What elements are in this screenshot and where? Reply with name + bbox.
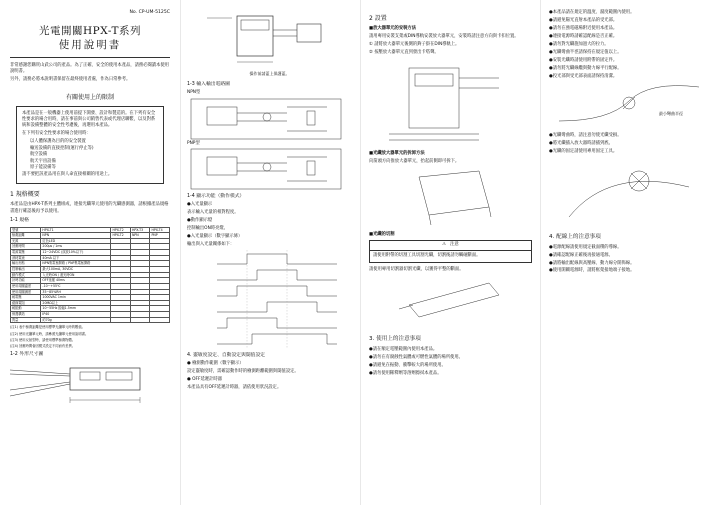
removal-diagram <box>369 167 531 229</box>
table-cell: 使用周圍溫度 <box>11 283 41 289</box>
fiber-cut-header: ■ 光纖的切割 <box>369 232 532 238</box>
caution-body: 請使用附帶的切割工具切割光纖，切割後請勿觸碰斷面。 <box>373 252 481 258</box>
precaution-item: ● 請勿使用稀釋劑等溶劑擦拭本產品。 <box>369 371 532 377</box>
column-2 <box>180 0 358 505</box>
usage-limits-box <box>16 106 164 185</box>
table-cell <box>130 317 150 323</box>
table-cell: 絕緣電阻 <box>11 300 41 306</box>
bend-radius-label: 最小彎曲半徑 <box>659 111 683 117</box>
section-1-1-title: 1-1 規格 <box>10 218 29 224</box>
spec-notes <box>10 325 170 349</box>
remove-header: ■ 光纖放大器單元的拆卸方法 <box>369 151 532 157</box>
fiber-cutter-diagram <box>369 275 531 329</box>
usage-limits-list <box>22 139 158 171</box>
table-cell: 12~24VDC (紋波10%以下) <box>41 250 111 256</box>
table-cell: 最大100mA, 30VDC <box>41 266 111 272</box>
npn-label: NPN型 <box>187 90 201 96</box>
note-item: ● 請勿在強電磁場附近使用本產品。 <box>549 26 712 32</box>
table-cell: OFF延遲 40ms <box>41 278 111 284</box>
table-cell: 檢測距離 <box>11 233 41 239</box>
column-3 <box>360 0 538 505</box>
list-item: 航空設備 <box>30 152 48 158</box>
mounting-diagram <box>369 58 531 148</box>
table-cell: 質量 <box>11 317 41 323</box>
light-level-desc: 表示輸入光量的相對程度。 <box>187 210 239 216</box>
table-cell: NPN <box>130 233 150 239</box>
note-item: ● 光纖彎曲半徑請保持在規定值以上。 <box>549 50 712 56</box>
precaution-item: ● 請在額定電壓範圍內使用本產品。 <box>369 347 532 353</box>
list-item: 原子能設備等 <box>30 165 56 171</box>
column-4 <box>540 0 720 505</box>
pnp-label: PNP型 <box>187 140 200 146</box>
table-cell: IP40 <box>41 312 111 318</box>
caution-title: 注意 <box>450 242 459 248</box>
spec-note: (注1) 表中檢測距離是使用標準光纖單元時的數值。 <box>10 325 85 330</box>
usage-limits-body: 本產品是在一般機器上使用前提下開發、設計和製造的。在下列有安全性要求的場合用時，請在事前與公司銷售代表或代理店聯繫，以及對系統和設備整體的安全性考慮後，再選用本產品。 <box>22 110 156 129</box>
note-item: ● 請勿對光纖施加過大的拉力。 <box>549 42 712 48</box>
table-header-cell: HPX-T3 <box>130 227 150 233</box>
operation-indicator-label: ● 動作顯示燈 <box>187 218 352 224</box>
table-cell: PNP <box>150 233 170 239</box>
table-cell: 輸出形態 <box>11 261 41 267</box>
caution-header <box>370 241 531 250</box>
document-subtitle: 使用說明書 <box>58 39 122 52</box>
table-header-cell: HPX-T2 <box>111 227 131 233</box>
usage-limits-title: 有關使用上的限制 <box>65 93 114 101</box>
table-cell: 保護構造 <box>11 312 41 318</box>
spec-note: (注4) 回應時間會因模式設定不同而有差異。 <box>10 344 76 349</box>
wiring-item: ● 請將輸出配線與高壓線、動力線分開佈線。 <box>549 261 712 267</box>
spec-note: (注2) 使用光纖單元時，請參照光纖單元使用說明書。 <box>10 331 89 336</box>
table-cell: 計時功能 <box>11 278 41 284</box>
list-item: 航天宇宙設備 <box>30 158 56 164</box>
light-level-label: ● 入光量顯示 <box>187 202 352 208</box>
section-2-title: 2 設置 <box>369 15 387 22</box>
note-item: ● 光纖彎曲時，請注意勿使光纖受損。 <box>549 133 712 139</box>
note-item: ● 連接電源時請確認配線是否正確。 <box>549 34 712 40</box>
section-1-4-title: 1-4 顯示功能（動作模式） <box>187 194 245 200</box>
operation-indicator-desc: 控制輸出ON時亮燈。 <box>187 226 228 232</box>
table-cell: 10~55Hz 振幅1.5mm <box>41 306 111 312</box>
table-cell: 1000VAC 1min <box>41 295 111 301</box>
document-title: 光電開關HPX-T系列 <box>39 24 141 37</box>
timing-desc: 輸出與入光量關係如下： <box>187 241 235 247</box>
table-cell: 電源電壓 <box>11 250 41 256</box>
pnp-circuit-diagram <box>187 147 353 191</box>
table-cell: NPN集電極開路 / PNP集電極開路 <box>41 261 111 267</box>
table-row <box>11 317 170 323</box>
bend-radius-diagram <box>549 81 713 133</box>
section-3-title: 3. 使用上的注意事項 <box>369 336 421 343</box>
mount-body: 請用專用安裝支架或DIN導軌安裝放大器單元，安裝時請注意方向與卡扣位置。 <box>369 33 519 39</box>
table-cell: 使用周圍濕度 <box>11 289 41 295</box>
warning-triangle-icon: ⚠ <box>442 242 447 248</box>
note-item: ● 將光纖插入放大器時請插到底。 <box>549 141 712 147</box>
table-cell: 紅色LED <box>41 238 111 244</box>
table-cell: 約70g <box>41 317 111 323</box>
wiring-item: ● 請確認配線正確後再接通電源。 <box>549 253 712 259</box>
section-1-3-title: 1-3 輸入輸出電路圖 <box>187 82 230 87</box>
timing-chart <box>187 250 353 350</box>
fiber-fixing-diagram <box>549 157 713 227</box>
usage-limits-intro: 在下列有安全性要求的場合使用時： <box>22 131 91 137</box>
section-1-body: 本產品是由HPX-T系列主體組成，連接光纖單元使用的光纖感測器，請根據產品規格書進行確認後再予以使用。 <box>10 202 169 214</box>
title-rule <box>10 57 170 58</box>
table-cell: 20MΩ以上 <box>41 300 111 306</box>
table-cell <box>150 317 170 323</box>
section-1-title: 1 規格概要 <box>10 191 40 199</box>
mount-step: ① 請將放大器單元後側的鉤子掛在DIN導軌上。 <box>369 41 460 47</box>
section-1-2-title: 1-2 外形尺寸圖 <box>10 351 44 357</box>
table-cell: NPN <box>41 233 111 239</box>
note-item: ● 安裝光纖時請使用附帶的固定件。 <box>549 58 712 64</box>
wiring-item: ● 電源配線請使用規定截面積的導線。 <box>549 245 712 251</box>
wiring-item: ● 使用開關電源時，請將框架接地端子接地。 <box>549 268 712 274</box>
table-cell: 200μs / 1ms <box>41 244 111 250</box>
table-cell: 回應時間 <box>11 244 41 250</box>
table-cell: 入光時ON / 遮光時ON <box>41 272 111 278</box>
note-item: ● 本產品請在規定的溫度、濕度範圍內使用。 <box>549 10 712 16</box>
caution-box <box>369 240 532 263</box>
off-delay-label: ● OFF延遲計時器 <box>187 376 222 382</box>
table-header-cell: HPX-T1 <box>41 227 111 233</box>
outline-drawing <box>187 10 353 70</box>
mount-step: ② 按壓放大器單元直到發出卡嗒聲。 <box>369 49 439 55</box>
table-cell: 耐振動 <box>11 306 41 312</box>
column-1 <box>0 0 178 505</box>
table-cell: 40mA 以下 <box>41 255 111 261</box>
note-item: ● 請勿將光纖線纜與動力線平行配線。 <box>549 66 712 72</box>
npn-circuit-diagram <box>187 97 353 141</box>
list-item: 輸送設備的直接控制(運行停止等) <box>30 145 94 151</box>
note-item: ● 請避免陽光直射本產品的受光部。 <box>549 18 712 24</box>
precaution-item: ● 請避免在振動、衝擊較大的場所使用。 <box>369 363 532 369</box>
table-cell: 耐電壓 <box>11 295 41 301</box>
timing-label: ● 入光量顯示（數字顯示條） <box>187 234 352 240</box>
outline-caption: 操作前請蓋上保護蓋。 <box>249 71 290 76</box>
spec-table <box>10 227 170 324</box>
table-cell: 動作模式 <box>11 272 41 278</box>
table-cell: 控制輸出 <box>11 266 41 272</box>
table-cell: HPX-T2 <box>111 233 131 239</box>
table-header-cell: 型號 <box>11 227 41 233</box>
mount-header: ■ 放大器單元的安裝方法 <box>369 26 532 32</box>
intro-paragraph-2: 另外，請務必將本說明書保留在最終使用者處，作為日常參考。 <box>10 77 131 83</box>
section-4-body: 設定靈敏度時，需確認動作時的檢測距離範圍與閾值設定。 <box>187 369 299 374</box>
table-cell <box>111 317 131 323</box>
note-item: ● 投光部與受光部表面請保持清潔。 <box>549 74 712 80</box>
spec-note: (注3) 使用反射型時，請使用標準檢測物體。 <box>10 337 76 342</box>
section-4-wiring-title: 4. 配線上的注意事項 <box>549 234 601 241</box>
table-cell: -10~+55℃ <box>41 283 111 289</box>
section-4-sensitivity-title: 4. 靈敏度設定、自動設定與閾值設定 <box>187 352 266 358</box>
table-cell: 光源 <box>11 238 41 244</box>
precaution-item: ● 請勿在有腐蝕性氣體或可燃性氣體的場所使用。 <box>369 355 532 361</box>
section-4-sub: ● 檢測動作範圍（數字顯示） <box>187 361 244 367</box>
document-number: No. CP-UM-5125C <box>129 10 170 15</box>
table-cell: 35~85%RH <box>41 289 111 295</box>
usage-limits-footer: 請不要把該產品用在與人命直接相關的用途上。 <box>22 171 113 177</box>
off-delay-body: 本產品具有OFF延遲計時器，請依使用狀況設定。 <box>187 384 282 390</box>
intro-paragraph-1: 非常感謝您購買山武公司的產品。為了正確、安全的使用本產品，請務必閱讀本使用說明書。 <box>10 62 169 75</box>
table-cell: 消耗電流 <box>11 255 41 261</box>
note-item: ● 光纖的固定請使用專用固定工具。 <box>549 149 712 155</box>
list-item: 以人體保護為目的的安全裝置 <box>30 139 86 145</box>
fiber-cut-body: 請使用專用切割器切割光纖，以獲得平整的斷面。 <box>369 267 464 273</box>
dimension-drawing <box>10 360 170 410</box>
table-header-cell: HPX-T4 <box>150 227 170 233</box>
remove-body: 向箭頭方向推放大器單元，抬起前側即可拆下。 <box>369 158 460 164</box>
